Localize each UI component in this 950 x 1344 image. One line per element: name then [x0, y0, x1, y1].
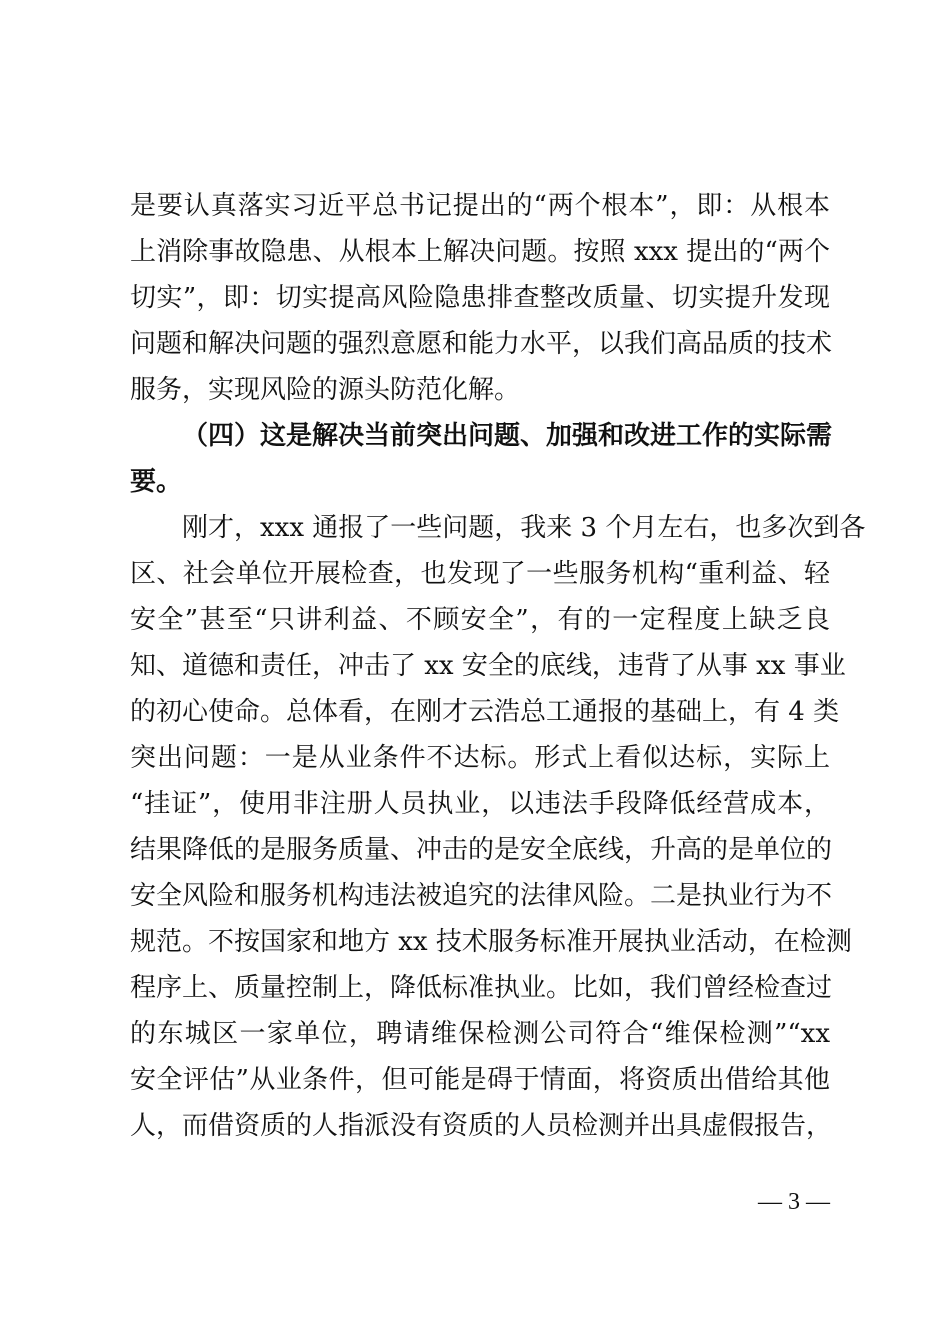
section-heading-line-2: 要。 [130, 467, 183, 497]
section-heading-line-1: （四）这是解决当前突出问题、加强和改进工作的实际需 [182, 421, 833, 451]
body-line-19: 的东城区一家单位，聘请维保检测公司符合“维保检测”“xx [130, 1019, 830, 1049]
body-line-5: 服务，实现风险的源头防范化解。 [130, 375, 521, 405]
body-line-4: 问题和解决问题的强烈意愿和能力水平，以我们高品质的技术 [130, 329, 833, 359]
body-line-20: 安全评估”从业条件，但可能是碍于情面，将资质出借给其他 [130, 1065, 830, 1095]
page-number: — 3 — [758, 1189, 830, 1215]
body-line-1: 是要认真落实习近平总书记提出的“两个根本”，即：从根本 [130, 191, 830, 221]
body-line-14: “挂证”，使用非注册人员执业，以违法手段降低经营成本， [130, 789, 830, 819]
body-line-13: 突出问题：一是从业条件不达标。形式上看似达标，实际上 [130, 743, 830, 773]
body-line-10: 安全”甚至“只讲利益、不顾安全”，有的一定程度上缺乏良 [130, 605, 830, 635]
body-line-12: 的初心使命。总体看，在刚才云浩总工通报的基础上，有 4 类 [130, 697, 840, 727]
body-line-15: 结果降低的是服务质量、冲击的是安全底线，升高的是单位的 [130, 835, 833, 865]
body-line-17: 规范。不按国家和地方 xx 技术服务标准开展执业活动，在检测 [130, 927, 852, 957]
body-line-21: 人，而借资质的人指派没有资质的人员检测并出具虚假报告， [130, 1111, 833, 1141]
body-line-18: 程序上、质量控制上，降低标准执业。比如，我们曾经检查过 [130, 973, 833, 1003]
body-line-3: 切实”，即：切实提高风险隐患排查整改质量、切实提升发现 [130, 283, 830, 313]
body-line-2: 上消除事故隐患、从根本上解决问题。按照 xxx 提出的“两个 [130, 237, 830, 267]
body-line-8: 刚才，xxx 通报了一些问题，我来 3 个月左右，也多次到各 [182, 513, 866, 543]
body-line-11: 知、道德和责任，冲击了 xx 安全的底线，违背了从事 xx 事业 [130, 651, 846, 681]
body-line-16: 安全风险和服务机构违法被追究的法律风险。二是执业行为不 [130, 881, 833, 911]
body-line-9: 区、社会单位开展检查，也发现了一些服务机构“重利益、轻 [130, 559, 830, 589]
